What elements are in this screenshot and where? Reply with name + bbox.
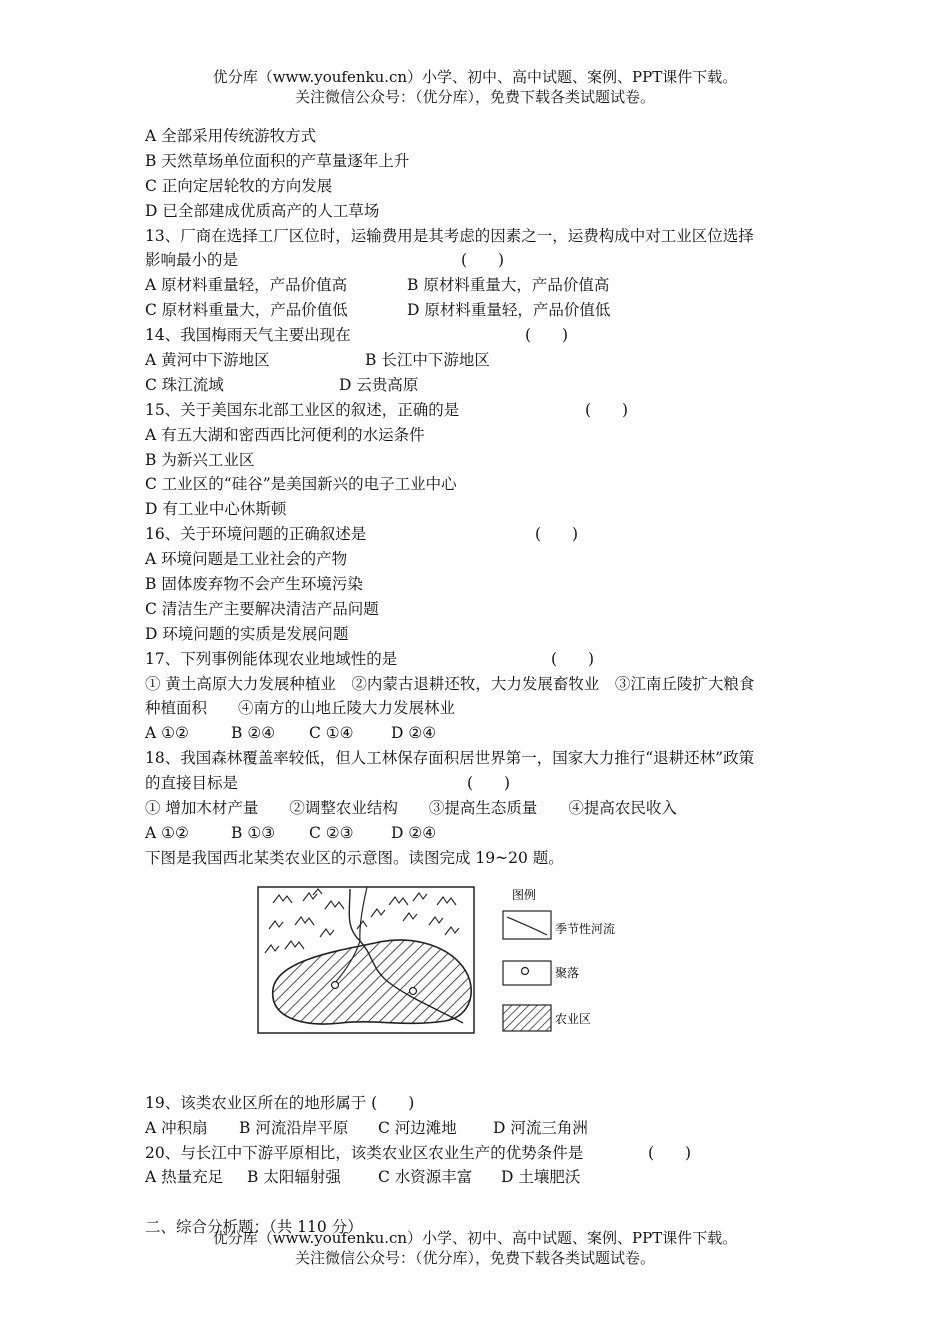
q18-answer-paren: ( )	[467, 774, 511, 793]
q12-option-d: D 已全部建成优质高产的人工草场	[145, 201, 380, 220]
q15-option-c: C 工业区的“硅谷”是美国新兴的电子工业中心	[145, 475, 457, 494]
q12-option-a: A 全部采用传统游牧方式	[145, 127, 317, 145]
q12-option-c: C 正向定居轮牧的方向发展	[145, 176, 333, 195]
q17-option-d: D ②④	[391, 724, 437, 743]
q20-option-a: A 热量充足	[145, 1168, 224, 1187]
q16-answer-paren: ( )	[535, 525, 579, 544]
q15-stem: 15、关于美国东北部工业区的叙述，正确的是	[145, 400, 460, 419]
exam-content	[145, 124, 810, 1240]
q20-option-d: D 土壤肥沃	[501, 1168, 581, 1187]
q18-options-row	[145, 821, 810, 846]
q17-options-row	[145, 721, 810, 746]
q19-answer-paren: ( )	[371, 1093, 415, 1112]
q18-option-b: B ①③	[231, 823, 276, 842]
q18-stem-text: 的直接目标是	[145, 774, 239, 793]
q20-answer-paren: ( )	[648, 1143, 692, 1162]
footer-line-1: 优分库（www.youfenku.cn）小学、初中、高中试题、案例、PPT课件下载。	[212, 1229, 738, 1247]
agriculture-map-svg	[145, 871, 810, 1091]
q19-option-d: D 河流三角洲	[493, 1118, 588, 1137]
q17-option-a: A ①②	[145, 724, 189, 743]
q13-stem-line-2	[145, 248, 810, 273]
page-header	[0, 67, 950, 107]
q17-option-b: B ②④	[231, 724, 276, 743]
q14-option-d: D 云贵高原	[339, 375, 419, 394]
q19-options-row	[145, 1116, 810, 1141]
q14-option-a: A 黄河中下游地区	[145, 351, 270, 370]
agriculture-figure	[145, 871, 810, 1091]
q16-option-b: B 固体废弃物不会产生环境污染	[145, 575, 363, 594]
q18-option-a: A ①②	[145, 823, 189, 842]
q18-option-d: D ②④	[391, 823, 437, 842]
legend-farm-box	[503, 1005, 551, 1031]
q14-stem-line	[145, 323, 810, 348]
header-line-1: 优分库（www.youfenku.cn）小学、初中、高中试题、案例、PPT课件下载。	[212, 68, 738, 86]
q15-stem-line	[145, 398, 810, 423]
settlement-2	[410, 987, 417, 994]
q19-stem-line	[145, 1091, 810, 1116]
footer-line-2: 关注微信公众号：（优分库），免费下载各类试题试卷。	[294, 1249, 655, 1267]
q17-option-c: C ①④	[309, 724, 354, 743]
q14-stem: 14、我国梅雨天气主要出现在	[145, 326, 351, 345]
q15-answer-paren: ( )	[585, 400, 629, 419]
q19-option-c: C 河边滩地	[378, 1118, 457, 1137]
q17-stem: 17、下列事例能体现农业地域性的是	[145, 649, 398, 668]
q15-option-d: D 有工业中心休斯顿	[145, 500, 287, 519]
legend-settlement-icon	[522, 967, 529, 974]
header-line-2: 关注微信公众号：（优分库），免费下载各类试题试卷。	[294, 88, 655, 106]
legend-farm-label: 农业区	[555, 1011, 592, 1026]
q14-answer-paren: ( )	[525, 326, 569, 345]
legend-river-label: 季节性河流	[555, 921, 616, 936]
q19-option-b: B 河流沿岸平原	[239, 1118, 349, 1137]
q13-stem-text: 影响最小的是	[145, 251, 239, 270]
q14-options-row-1	[145, 348, 810, 373]
page-footer	[0, 1228, 950, 1268]
figure-intro: 下图是我国西北某类农业区的示意图。读图完成 19~20 题。	[145, 848, 564, 867]
q20-stem-line	[145, 1141, 810, 1166]
q16-option-d: D 环境问题的实质是发展问题	[145, 624, 349, 643]
q18-option-c: C ②③	[309, 823, 354, 842]
q16-option-c: C 清洁生产主要解决清洁产品问题	[145, 599, 379, 618]
q15-option-a: A 有五大湖和密西西比河便利的水运条件	[145, 425, 425, 444]
legend-title: 图例	[512, 887, 537, 902]
q13-stem-line-1: 13、厂商在选择工厂区位时，运输费用是其考虑的因素之一，运费构成中对工业区位选择	[145, 226, 754, 245]
q13-options-row-2	[145, 298, 810, 323]
q19-stem: 19、该类农业区所在的地形属于	[145, 1093, 367, 1112]
blank-line	[145, 1190, 810, 1215]
q13-options-row-1	[145, 273, 810, 298]
q14-option-b: B 长江中下游地区	[365, 351, 490, 370]
legend-settlement-label: 聚落	[555, 965, 580, 980]
q20-option-c: C 水资源丰富	[378, 1168, 473, 1187]
q14-options-row-2	[145, 373, 810, 398]
q17-answer-paren: ( )	[551, 649, 595, 668]
q20-option-b: B 太阳辐射强	[247, 1168, 341, 1187]
q16-option-a: A 环境问题是工业社会的产物	[145, 550, 348, 569]
q13-answer-paren: ( )	[461, 251, 505, 270]
q20-options-row	[145, 1165, 810, 1190]
q13-option-d: D 原材料重量轻，产品价值低	[407, 301, 611, 320]
q13-option-a: A 原材料重量轻，产品价值高	[145, 276, 348, 295]
q18-stem-line-1: 18、我国森林覆盖率较低，但人工林保存面积居世界第一，国家大力推行“退耕还林”政策	[145, 749, 755, 768]
q17-items-line-2: 种植面积 ④南方的山地丘陵大力发展林业	[145, 699, 456, 718]
q20-stem: 20、与长江中下游平原相比，该类农业区农业生产的优势条件是	[145, 1143, 584, 1162]
q16-stem-line	[145, 522, 810, 547]
q17-items-line-1: ① 黄土高原大力发展种植业 ②内蒙古退耕还牧，大力发展畜牧业 ③江南丘陵扩大粮食	[145, 674, 755, 693]
q17-stem-line	[145, 647, 810, 672]
q18-stem-line-2	[145, 771, 810, 796]
q13-option-c: C 原材料重量大，产品价值低	[145, 301, 348, 320]
settlement-1	[332, 981, 339, 988]
q19-option-a: A 冲积扇	[145, 1118, 208, 1137]
q14-option-c: C 珠江流域	[145, 375, 224, 394]
q12-option-b: B 天然草场单位面积的产草量逐年上升	[145, 151, 410, 170]
q15-option-b: B 为新兴工业区	[145, 450, 255, 469]
q18-items-line: ① 增加木材产量 ②调整农业结构 ③提高生态质量 ④提高农民收入	[145, 799, 677, 818]
q16-stem: 16、关于环境问题的正确叙述是	[145, 525, 367, 544]
q13-option-b: B 原材料重量大，产品价值高	[407, 276, 610, 295]
section-2-heading: 二、综合分析题：（共 110 分）	[145, 1218, 363, 1237]
